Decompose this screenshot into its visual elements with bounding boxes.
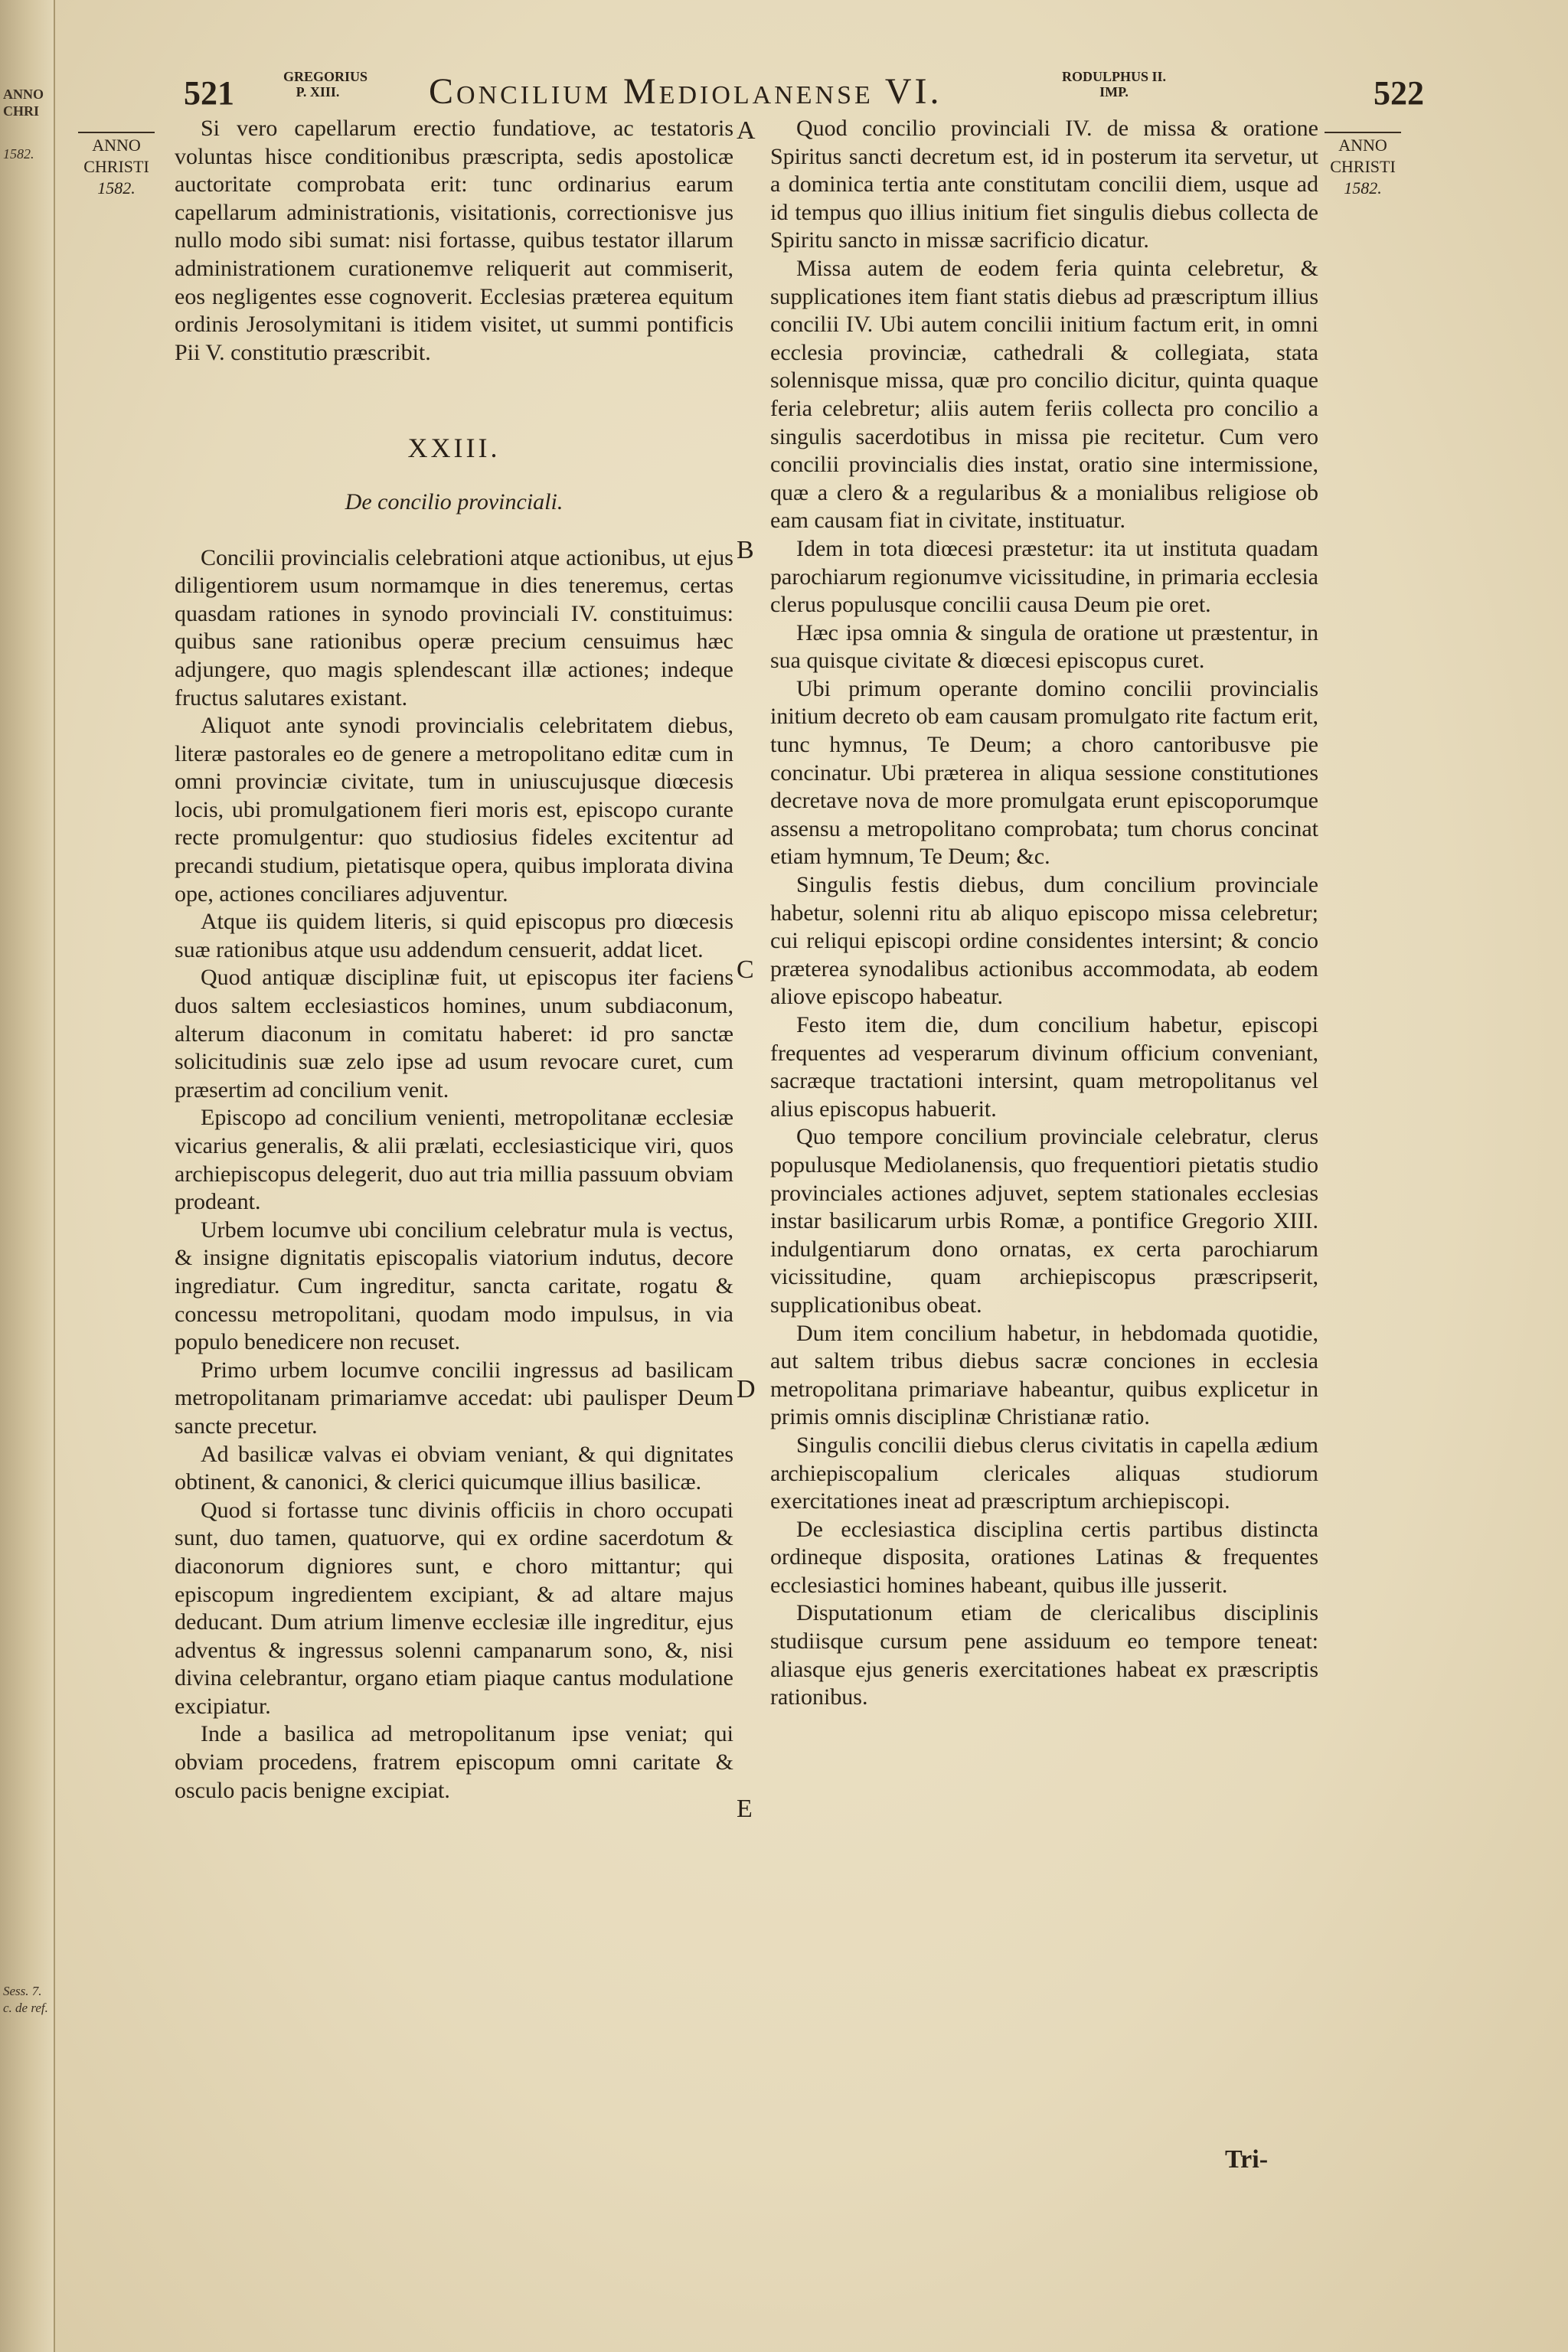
section-letter-c: C	[737, 956, 754, 984]
paragraph: Singulis festis diebus, dum concilium provinciale habetur, solenni ritu ab aliquo episcopo missa celebretur; cui reliqui episcopi ordine considentes intersint; & concio præterea synodalibus actionibus accommodata, ab eodem aliove episcopo habeatur.	[770, 872, 1318, 1010]
right-column	[770, 115, 1318, 1712]
paragraph: Atque iis quidem literis, si quid episcopus pro diœcesis suæ rationibus atque usu addendum censuerit, addat licet.	[175, 909, 733, 962]
paragraph: Ubi primum operante domino concilii provincialis initium decreto ob eam causam promulgato rite factum erit, tunc hymnus, Te Deum; a choro cantoribusve pie concinatur. Ubi præterea in aliqua sessione constitutiones decretave nova de more promulgata erunt episcoporumque assensu a metropolitano comprobata; tum chorus concinat etiam hymnum, Te Deum; &c.	[770, 675, 1318, 870]
section-number: XXIII.	[407, 433, 501, 464]
paragraph: De ecclesiastica disciplina certis partibus distincta ordineque disposita, orationes Latinas & frequentes ecclesiastici homines habeant, quibus ille jusserit.	[770, 1516, 1318, 1598]
page-number-left: 521	[184, 74, 234, 112]
paragraph: Quod antiquæ disciplinæ fuit, ut episcopus iter faciens duos saltem ecclesiasticos homines, unum subdiaconum, alterum diaconum in comitatu haberet: id pro sanctæ solicitudinis suæ zelo ipse ad usum revocare curet, cum præsertim ad concilium venit.	[175, 965, 733, 1102]
previous-page-edge	[0, 0, 55, 2352]
paragraph: Si vero capellarum erectio fundatiove, ac testatoris voluntas hisce conditionibus præscripta, sedis apostolicæ auctoritate comprobata erit: tunc ordinarius earum capellarum administrationis, visitationis, correctionisve jus nullo modo sibi sumat: nisi fortasse, quibus testator illarum administrationem curationemve reliquerit aut commiserit, eos negligentes esse cognoverit. Ecclesias præterea equitum ordinis Jerosolymitani is itidem visitet, ut summi pontificis Pii V. constitutio præscribit.	[175, 116, 733, 365]
paragraph: Inde a basilica ad metropolitanum ipse veniat; qui obviam procedens, fratrem episcopum omni caritate & osculo pacis benigne excipiat.	[175, 1721, 733, 1803]
margin-anno: ANNO	[1338, 136, 1387, 155]
gutter-reference-note: Sess. 7. c. de ref.	[3, 1984, 48, 2015]
paragraph: Hæc ipsa omnia & singula de oratione ut præstentur, in sua quisque civitate & diœcesi episcopus curet.	[770, 619, 1318, 674]
margin-year: 1582.	[1344, 178, 1382, 198]
page-title: Concilium Mediolanense VI.	[429, 71, 942, 112]
section-title: De concilio provinciali.	[345, 488, 564, 514]
margin-note-right	[1317, 132, 1409, 199]
page-number-right: 522	[1374, 74, 1424, 112]
paragraph: Primo urbem locumve concilii ingressus ad basilicam metropolitanam primariamve accedat: ubi paulisper Deum sancte precetur.	[175, 1357, 733, 1439]
left-column	[175, 115, 733, 1805]
paragraph: Dum item concilium habetur, in hebdomada quotidie, aut saltem tribus diebus sacræ conciones in ecclesia metropolitana primariave habeantur, quibus explicetur in primis omnis disciplinæ Christianæ ratio.	[770, 1320, 1318, 1430]
margin-christi: CHRISTI	[1330, 157, 1396, 176]
paragraph: Quod concilio provinciali IV. de missa & oratione Spiritus sancti decretum est, id in posterum ita servetur, ut a dominica tertia ante constitutam concilii diem, usque ad id tempus quo illius initium fiet singulis diebus collecta de Spiritu sancto in missæ sacrificio dicatur.	[770, 116, 1318, 253]
margin-note-left	[70, 132, 162, 199]
paragraph: Quod si fortasse tunc divinis officiis in choro occupati sunt, duo tamen, quatuorve, qui ex ordine sacerdotum & diaconorum digniores sunt, e choro mittantur; qui episcopum ingredientem excipiant, & ad altare majus deducant. Dum atrium limenve ecclesiæ ille ingreditur, ejus adventus & ingressus solenni campanarum sono, &, nisi divina celebrantur, organo etiam piaque cantus modulatione excipiatur.	[175, 1497, 733, 1719]
paragraph: Concilii provincialis celebrationi atque actionibus, ut ejus diligentiorem usum normamque in dies teneremus, certas quasdam rationes in synodo provinciali IV. constituimus: quibus sane rationibus operæ precium censuimus hæc adjungere, quo magis splendescant illæ actiones; indeque fructus salutares existant.	[175, 544, 733, 710]
running-header	[184, 67, 1424, 113]
section-letter-d: D	[737, 1375, 756, 1403]
section-letter-a: A	[737, 116, 756, 145]
margin-year: 1582.	[97, 178, 136, 198]
paragraph: Episcopo ad concilium venienti, metropolitanæ ecclesiæ vicarius generalis, & alii prælati, ecclesiasticique viri, quos archiepiscopus delegerit, duo aut tria millia passuum obviam prodeant.	[175, 1105, 733, 1215]
paragraph: Missa autem de eodem feria quinta celebretur, & supplicationes item fiant statis diebus ad præscriptum illius concilii IV. Ubi autem concilii initium factum erit, in omni ecclesia provinciæ, cathedrali & collegiata, stata solennisque missa, quæ pro concilio dicitur, quinta quaque feria celebretur; aliis autem feriis collecta pro concilio a singulis sacerdotibus in missa pie recitetur. Cum vero concilii provincialis dies instat, oratio sine intermissione, quæ a clero & a regularibus & a monialibus religiose ob eam causam fiat in civitate, instituatur.	[770, 255, 1318, 534]
paragraph: Quo tempore concilium provinciale celebratur, clerus populusque Mediolanensis, quo frequentiori pietatis studio provinciales actiones adjuvet, septem stationales ecclesias instar basilicarum urbis Romæ, a pontifice Gregorio XIII. indulgentiarum dono ornatas, ex certa parochiarum vicissitudine, quam archiepiscopus præscripserit, supplicationibus obeat.	[770, 1124, 1318, 1318]
paragraph: Singulis concilii diebus clerus civitatis in capella ædium archiepiscopalium clericales aliquas studiorum exercitationes ineat ad præscriptum archiepiscopi.	[770, 1432, 1318, 1514]
margin-anno: ANNO	[92, 136, 141, 155]
margin-rule	[1325, 132, 1401, 133]
paragraph: Disputationum etiam de clericalibus disciplinis studiisque cursum pene assiduum eo tempore teneat: aliasque ejus generis exercitationes habeat ex præscriptis rationibus.	[770, 1600, 1318, 1710]
paragraph: Aliquot ante synodi provincialis celebritatem diebus, literæ pastorales eo de genere a metropolitano editæ cum in omni provinciæ civitate, tum in uniuscujusque diœcesis locis, ubi promulgationem fieri moris est, episcopo curante recte promulgentur: quo studiosius fideles excitentur ad precandi studium, pietatisque opera, quibus implorata divina ope, actiones conciliares adjuventur.	[175, 713, 733, 906]
paragraph: Ad basilicæ valvas ei obviam veniant, & qui dignitates obtinent, & canonici, & clerici quicumque illius basilicæ.	[175, 1441, 733, 1495]
section-letter-b: B	[737, 536, 754, 564]
gutter-year-note: 1582.	[3, 146, 34, 162]
paragraph: Festo item die, dum concilium habetur, episcopi frequentes ad vesperarum divinum officium conveniant, sacræque tractationi intersint, quam metropolitanus vel alius episcopus habuerit.	[770, 1012, 1318, 1122]
margin-christi: CHRISTI	[83, 157, 149, 176]
header-emperor: RODULPHUS II. IMP.	[1061, 69, 1167, 100]
section-letter-e: E	[737, 1795, 753, 1823]
header-pope: GREGORIUS P. XIII.	[283, 69, 368, 100]
gutter-anno-note: ANNO CHRI	[3, 87, 44, 119]
paragraph: Idem in tota diœcesi præstetur: ita ut instituta quadam parochiarum regionumve vicissitudine, in primaria ecclesia clerus populusque concilii causa Deum pie oret.	[770, 535, 1318, 618]
margin-rule	[78, 132, 155, 133]
paragraph: Urbem locumve ubi concilium celebratur mula is vectus, & insigne dignitatis episcopalis viatorium indutus, decore ingrediatur. Cum ingreditur, sancta caritate, rogatu & concessu metropolitani, quodam modo impulsus, in via populo benedicere non recuset.	[175, 1217, 733, 1355]
catchword: Tri-	[1225, 2145, 1269, 2174]
